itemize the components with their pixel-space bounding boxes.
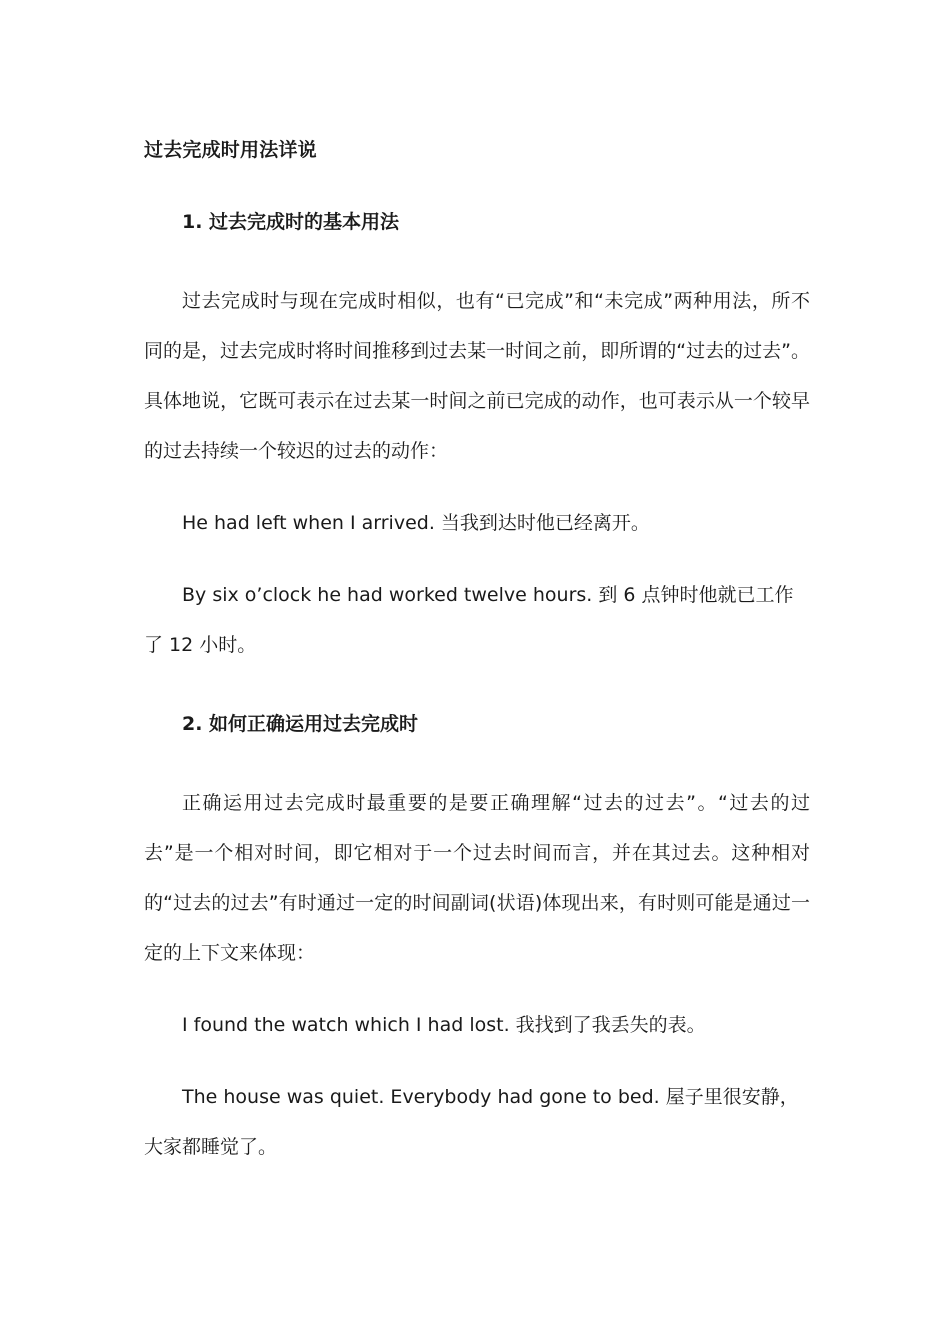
section-paragraph: 正确运用过去完成时最重要的是要正确理解“过去的过去”。“过去的过去”是一个相对时间，即它相对于一个过去时间而言，并在其过去。这种相对的“过去的过去”有时通过一定的时间副词(状语)体现出来，有时则可能是通过一定的上下文来体现： xyxy=(144,792,810,964)
section-basic-usage xyxy=(144,204,810,670)
example-sentence: The house was quiet. Everybody had gone to bed. 屋子里很安静，大家都睡觉了。 xyxy=(144,1086,799,1158)
example-sentence: I found the watch which I had lost. 我找到了我丢失的表。 xyxy=(182,1014,706,1036)
section-heading: 2. 如何正确运用过去完成时 xyxy=(182,713,419,735)
document-title: 过去完成时用法详说 xyxy=(144,139,317,161)
example-sentence: By six o’clock he had worked twelve hours. 到 6 点钟时他就已工作了 12 小时。 xyxy=(144,584,794,656)
section-correct-usage xyxy=(144,706,810,1172)
example-sentence: He had left when I arrived. 当我到达时他已经离开。 xyxy=(182,512,650,534)
section-heading: 1. 过去完成时的基本用法 xyxy=(182,211,400,233)
section-paragraph: 过去完成时与现在完成时相似，也有“已完成”和“未完成”两种用法，所不同的是，过去完成时将时间推移到过去某一时间之前，即所谓的“过去的过去”。具体地说，它既可表示在过去某一时间之前已完成的动作，也可表示从一个较早的过去持续一个较迟的过去的动作： xyxy=(144,290,810,462)
